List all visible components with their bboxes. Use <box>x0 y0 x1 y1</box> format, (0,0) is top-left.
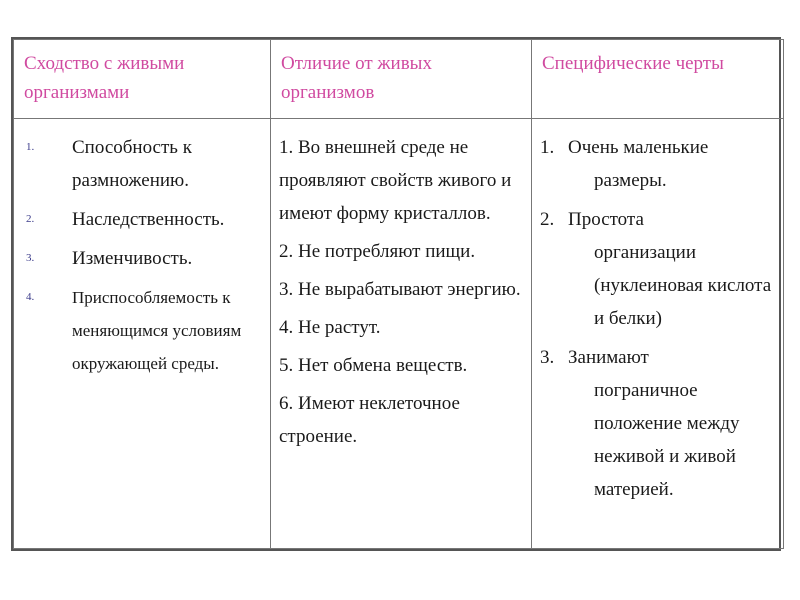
item-text: Приспособляемость к меняющимся условиям окружающей среды. <box>72 288 242 373</box>
similarity-cell <box>14 119 271 549</box>
similarity-list <box>22 131 262 380</box>
item-number: 2. <box>26 213 35 225</box>
item-number: 3. <box>26 252 35 264</box>
item-number: 1. <box>540 137 555 158</box>
list-item: 2. Не потребляют пищи. <box>279 241 476 262</box>
list-item <box>22 242 262 275</box>
comparison-table <box>11 37 781 551</box>
list-item <box>540 341 775 506</box>
header-row <box>14 40 784 119</box>
specific-traits-list <box>540 131 775 506</box>
item-number: 1. <box>26 141 35 153</box>
item-text-rest: пограничное положение между неживой и живой материей. <box>594 380 740 500</box>
list-item <box>22 281 262 380</box>
item-text-first: Очень маленькие <box>568 137 709 158</box>
list-item <box>22 203 262 236</box>
header-similarity: Сходство с живыми организмами <box>14 40 271 119</box>
item-text <box>568 341 775 506</box>
item-text: Способность к размножению. <box>72 137 192 191</box>
list-item: 4. Не растут. <box>279 317 381 338</box>
list-item <box>540 203 775 335</box>
item-text-first: Простота <box>568 209 644 230</box>
list-item <box>22 131 262 197</box>
item-text <box>568 203 775 335</box>
list-item: 1. Во внешней среде не проявляют свойств живого и имеют форму кристаллов. <box>279 137 512 224</box>
body-row <box>14 119 784 549</box>
item-text-rest: размеры. <box>594 170 667 191</box>
item-text: Изменчивость. <box>72 248 193 269</box>
item-number: 3. <box>540 347 555 368</box>
item-number: 2. <box>540 209 555 230</box>
header-specific-traits: Специфические черты <box>532 40 784 119</box>
item-number: 4. <box>26 291 35 303</box>
difference-cell <box>271 119 532 549</box>
list-item: 3. Не вырабатывают энергию. <box>279 279 521 300</box>
item-text-first: Занимают <box>568 347 649 368</box>
difference-list <box>279 131 523 453</box>
item-text: Наследственность. <box>72 209 225 230</box>
list-item <box>540 131 775 197</box>
item-text <box>568 131 775 197</box>
virus-features-table <box>13 39 784 549</box>
specific-traits-cell <box>532 119 784 549</box>
item-text-rest: организации (нуклеиновая кислота и белки) <box>594 242 772 329</box>
list-item: 5. Нет обмена веществ. <box>279 355 468 376</box>
list-item: 6. Имеют неклеточное строение. <box>279 393 460 447</box>
header-difference: Отличие от живых организмов <box>271 40 532 119</box>
